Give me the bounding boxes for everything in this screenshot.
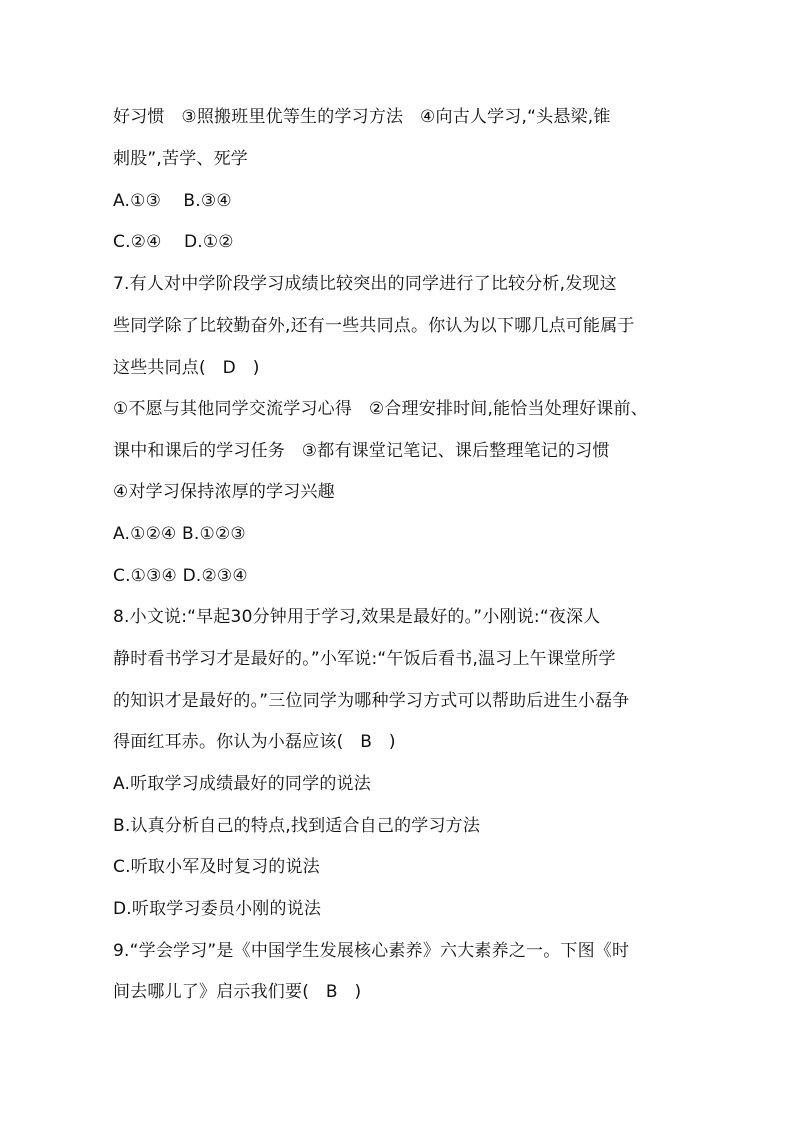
q8-choice-b: B.认真分析自己的特点,找到适合自己的学习方法: [113, 816, 481, 836]
q9-stem-line: 间去哪儿了》启示我们要( B ): [113, 982, 362, 1002]
q7-options-line: ①不愿与其他同学交流学习心得 ②合理安排时间,能恰当处理好课前、: [113, 399, 648, 419]
q6-options-continued-line: 刺股”,苦学、死学: [113, 149, 249, 169]
q7-answer-choices-row: C.①③④ D.②③④: [113, 566, 248, 586]
q7-options-line: 课中和课后的学习任务 ③都有课堂记笔记、课后整理笔记的习惯: [113, 441, 610, 461]
q8-choice-c: C.听取小军及时复习的说法: [113, 857, 320, 877]
q8-choice-d: D.听取学习委员小刚的说法: [113, 899, 322, 919]
q8-stem-line: 8.小文说:“早起30分钟用于学习,效果是最好的。”小刚说:“夜深人: [113, 607, 601, 627]
q7-stem-line: 这些共同点( D ): [113, 358, 260, 378]
q7-stem-line: 些同学除了比较勤奋外,还有一些共同点。你认为以下哪几点可能属于: [113, 316, 635, 336]
q6-options-continued-line: 好习惯 ③照搬班里优等生的学习方法 ④向古人学习,“头悬梁,锥: [113, 107, 611, 127]
q8-stem-line: 得面红耳赤。你认为小磊应该( B ): [113, 732, 396, 752]
q9-stem-line: 9.“学会学习”是《中国学生发展核心素养》六大素养之一。下图《时: [113, 941, 630, 961]
q8-stem-line: 的知识才是最好的。”三位同学为哪种学习方式可以帮助后进生小磊争: [113, 691, 630, 711]
q8-choice-a: A.听取学习成绩最好的同学的说法: [113, 774, 371, 794]
q7-answer-choices-row: A.①②④ B.①②③: [113, 524, 246, 544]
q8-stem-line: 静时看书学习才是最好的。”小军说:“午饭后看书,温习上午课堂所学: [113, 649, 616, 669]
q7-options-line: ④对学习保持浓厚的学习兴趣: [113, 482, 335, 502]
q6-answer-choices-row: C.②④ D.①②: [113, 232, 234, 252]
q7-stem-line: 7.有人对中学阶段学习成绩比较突出的同学进行了比较分析,发现这: [113, 274, 617, 294]
q6-answer-choices-row: A.①③ B.③④: [113, 191, 232, 211]
